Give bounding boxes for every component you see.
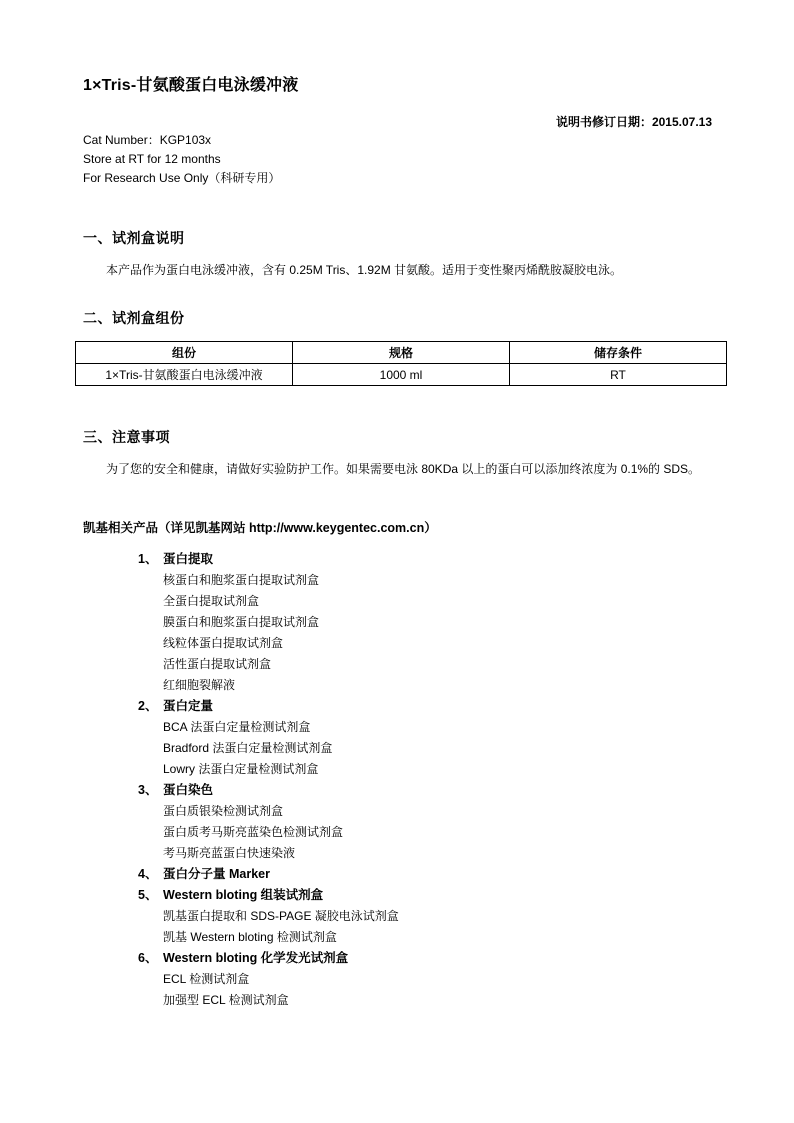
product-group-title xyxy=(138,864,399,885)
product-group-title xyxy=(138,780,399,801)
related-products-heading: 凯基相关产品（详见凯基网站 http://www.keygentec.com.cn） xyxy=(83,521,437,535)
related-products-list xyxy=(138,549,399,1011)
group-label: 蛋白分子量 Marker xyxy=(163,867,270,881)
section-heading-kit-description: 一、试剂盒说明 xyxy=(83,230,185,246)
product-group-title xyxy=(138,549,399,570)
product-item: 蛋白质银染检测试剂盒 xyxy=(163,804,284,818)
product-item: 蛋白质考马斯亮蓝染色检测试剂盒 xyxy=(163,825,344,839)
group-label: Western bloting 组装试剂盒 xyxy=(163,888,324,902)
storage-line: Store at RT for 12 months xyxy=(83,152,221,166)
table-cell-component: 1×Tris-甘氨酸蛋白电泳缓冲液 xyxy=(76,364,293,386)
cat-number-line: Cat Number：KGP103x xyxy=(83,133,212,147)
product-group-title xyxy=(138,885,399,906)
group-label: 蛋白染色 xyxy=(163,783,214,797)
table-row xyxy=(76,364,727,386)
group-number: 2、 xyxy=(138,699,158,713)
product-item: BCA 法蛋白定量检测试剂盒 xyxy=(163,720,311,734)
revision-date: 说明书修订日期：2015.07.13 xyxy=(555,115,712,129)
section-heading-notes: 三、注意事项 xyxy=(83,429,170,445)
product-item: 凯基蛋白提取和 SDS-PAGE 凝胶电泳试剂盒 xyxy=(163,909,399,923)
group-label: Western bloting 化学发光试剂盒 xyxy=(163,951,349,965)
section-heading-kit-components: 二、试剂盒组份 xyxy=(83,310,185,326)
table-cell-spec: 1000 ml xyxy=(293,364,510,386)
product-item: 红细胞裂解液 xyxy=(163,678,236,692)
group-number: 1、 xyxy=(138,552,158,566)
group-label: 蛋白提取 xyxy=(163,552,214,566)
product-item: 线粒体蛋白提取试剂盒 xyxy=(163,636,284,650)
table-header-row xyxy=(76,342,727,364)
product-item: 膜蛋白和胞浆蛋白提取试剂盒 xyxy=(163,615,320,629)
kit-description-paragraph: 本产品作为蛋白电泳缓冲液，含有 0.25M Tris、1.92M 甘氨酸。适用于变性聚丙烯酰胺凝胶电泳。 xyxy=(106,263,623,277)
product-item: Lowry 法蛋白定量检测试剂盒 xyxy=(163,762,319,776)
product-item: 考马斯亮蓝蛋白快速染液 xyxy=(163,846,296,860)
product-item: ECL 检测试剂盒 xyxy=(163,972,250,986)
group-number: 6、 xyxy=(138,951,158,965)
group-label: 蛋白定量 xyxy=(163,699,214,713)
product-group-title xyxy=(138,948,399,969)
product-item: 凯基 Western bloting 检测试剂盒 xyxy=(163,930,337,944)
components-table xyxy=(75,341,727,386)
product-item: 活性蛋白提取试剂盒 xyxy=(163,657,272,671)
product-group-title xyxy=(138,696,399,717)
table-cell-storage: RT xyxy=(510,364,727,386)
table-header-storage: 储存条件 xyxy=(510,342,727,364)
product-item: 全蛋白提取试剂盒 xyxy=(163,594,260,608)
page-title: 1×Tris-甘氨酸蛋白电泳缓冲液 xyxy=(83,77,299,94)
notes-paragraph: 为了您的安全和健康，请做好实验防护工作。如果需要电泳 80KDa 以上的蛋白可以添加终浓度为 0.1%的 SDS。 xyxy=(106,462,701,476)
product-item: 加强型 ECL 检测试剂盒 xyxy=(163,993,289,1007)
group-number: 3、 xyxy=(138,783,158,797)
product-item: Bradford 法蛋白定量检测试剂盒 xyxy=(163,741,333,755)
product-item: 核蛋白和胞浆蛋白提取试剂盒 xyxy=(163,573,320,587)
product-info-block xyxy=(83,131,280,188)
research-use-line: For Research Use Only（科研专用） xyxy=(83,171,281,185)
table-header-spec: 规格 xyxy=(293,342,510,364)
table-header-component: 组份 xyxy=(76,342,293,364)
group-number: 4、 xyxy=(138,867,158,881)
group-number: 5、 xyxy=(138,888,158,902)
